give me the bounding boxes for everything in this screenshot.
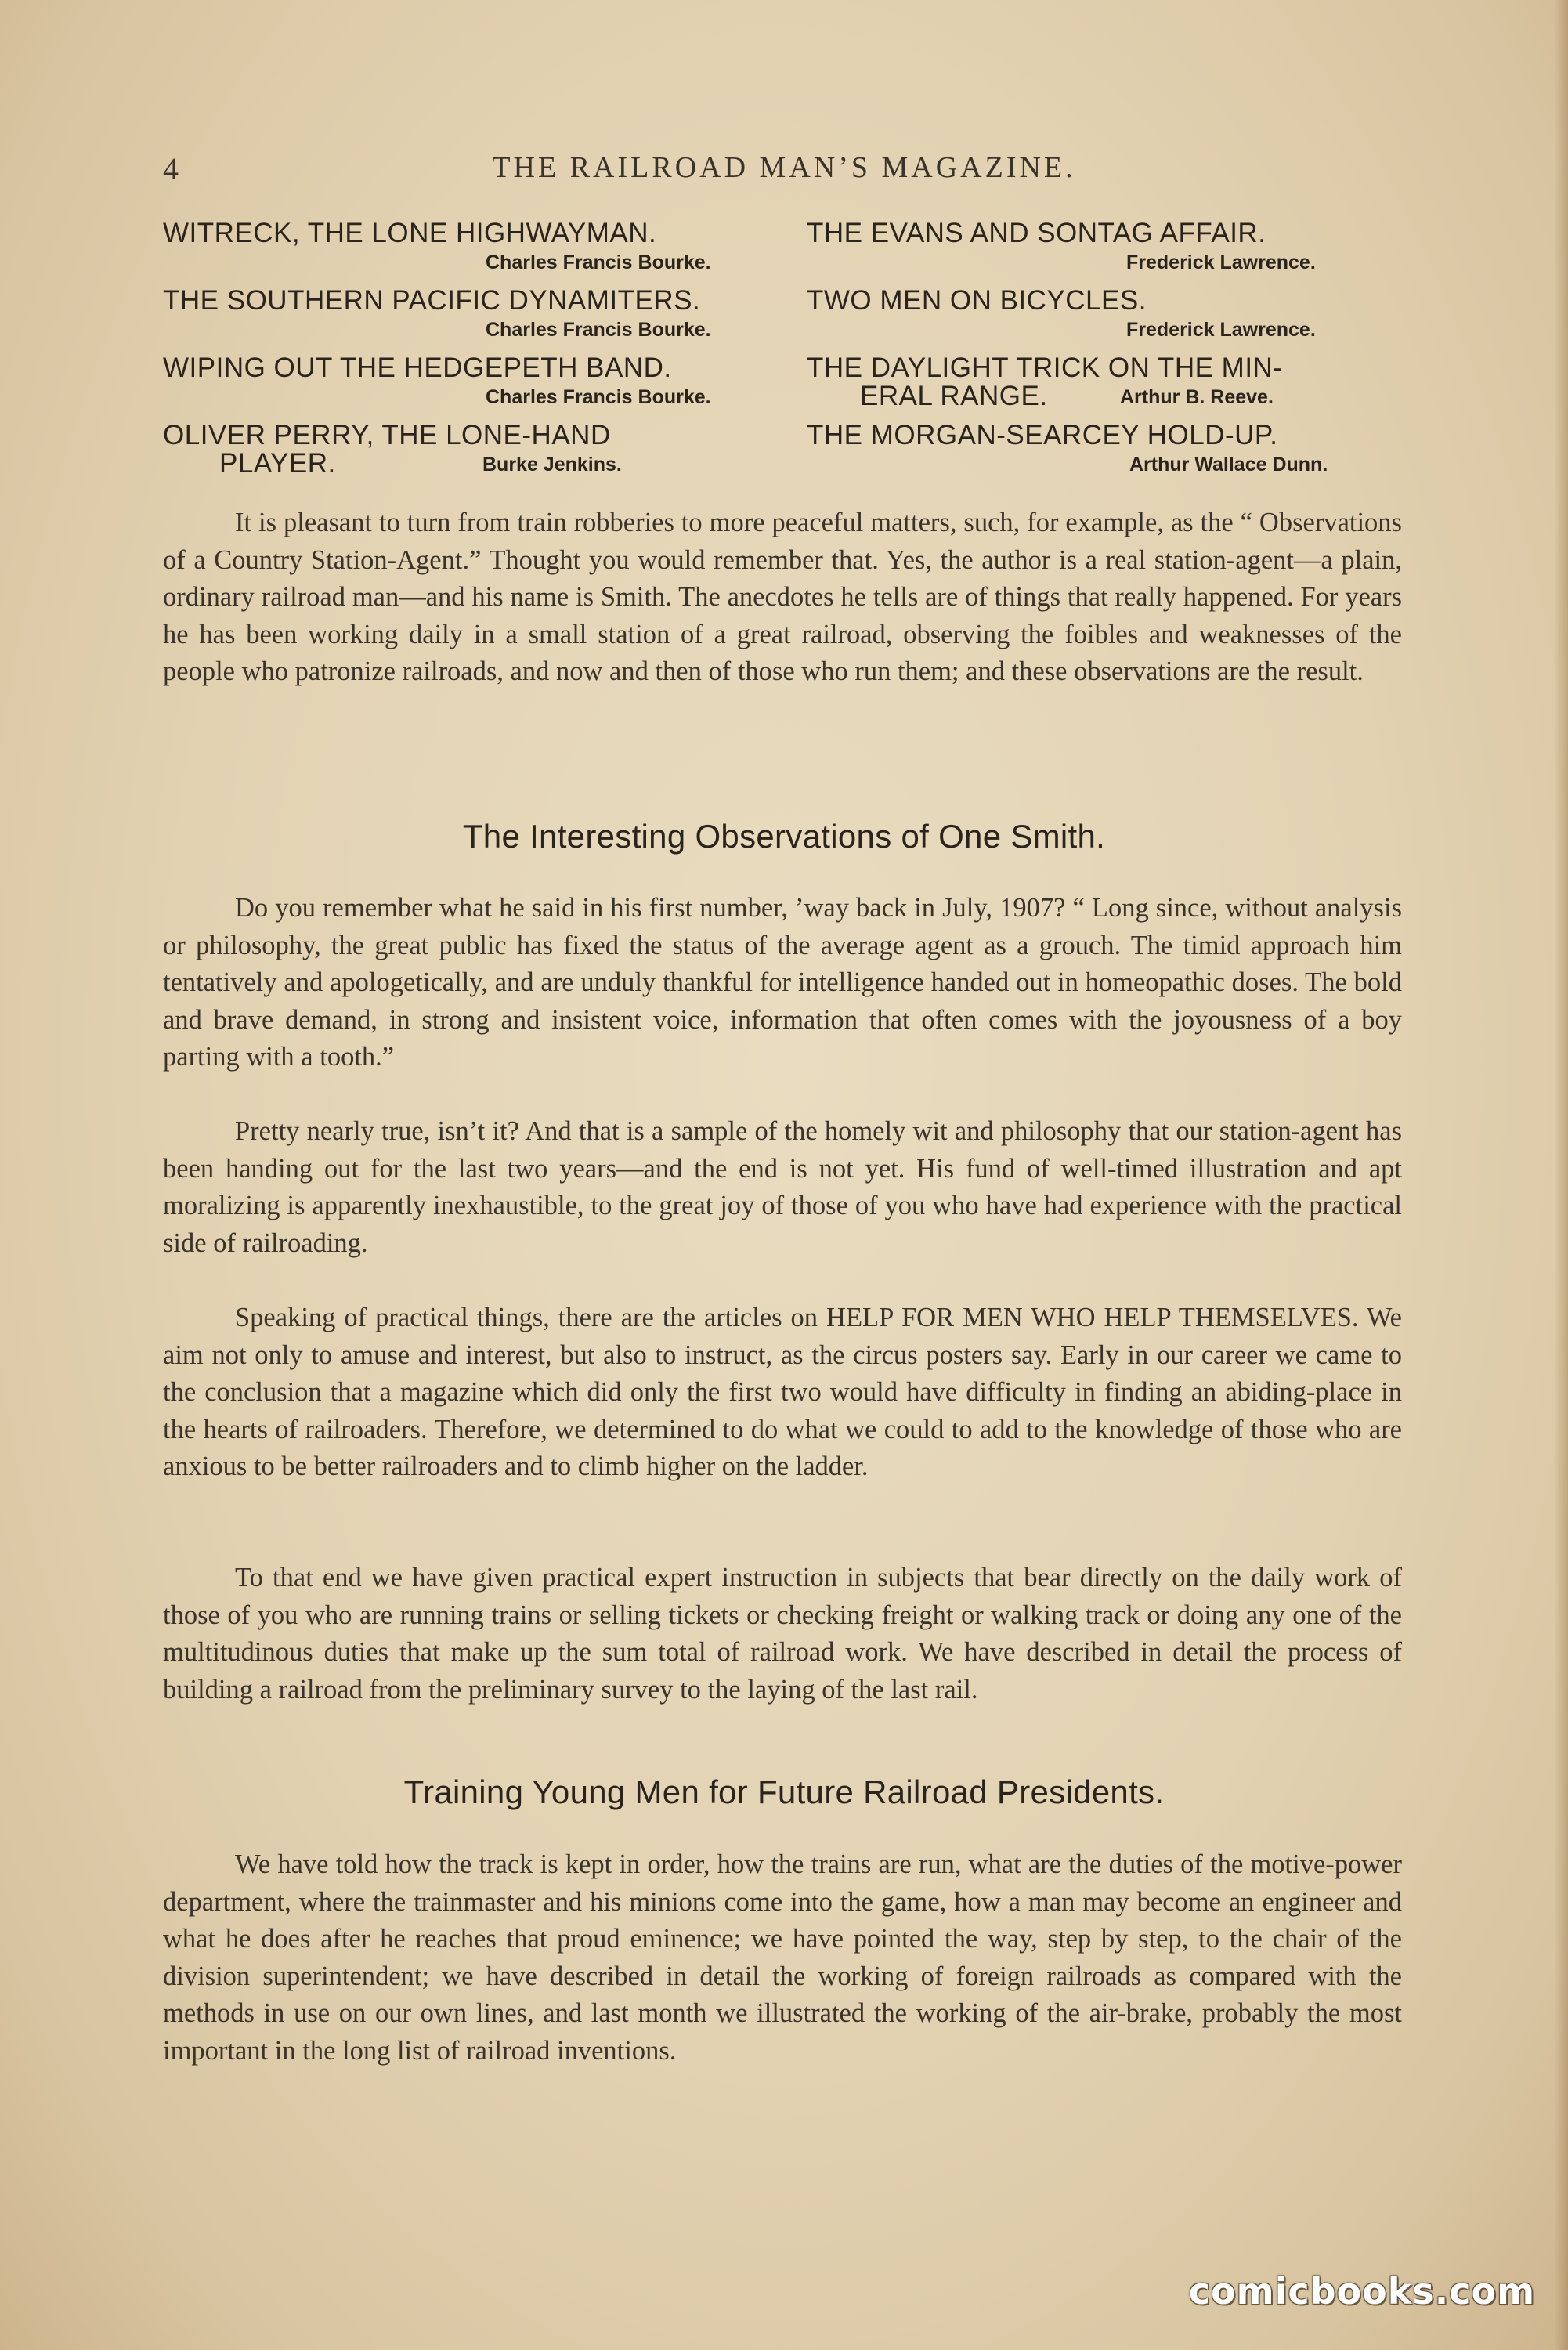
story-author: Charles Francis Bourke. [486, 319, 711, 341]
page-edge-shadow [1554, 0, 1568, 2350]
body-paragraph [163, 1846, 1402, 2070]
paragraph-text: Do you remember what he said in his first number, ’way back in July, 1907? “ Long since, without analysis or philosophy, the great public has fixed the status of the average agent as a grouch. The timid approach him tentatively and apologetically, and are unduly thankful for intelligence handed out in homeopathic doses. The bold and brave demand, in strong and insistent voice, information that often comes with the joyousness of a boy parting with a tooth.” [163, 893, 1402, 1072]
section-heading: Training Young Men for Future Railroad Presidents. [403, 1773, 1165, 1810]
paragraph-text: It is pleasant to turn from train robberies to more peaceful matters, such, for example, as the “ Observations of a Country Station-Agent.” Thought you would remember that. Yes, the author is a real station-agent—a plain, ordinary railroad man—and his name is Smith. The anecdotes he tells are of things that really happened. For years he has been working daily in a small station of a great railroad, observing the foibles and weaknesses of the people who patronize railroads, and now and then of those who run them; and these observations are the result. [163, 508, 1402, 686]
running-head [0, 150, 1568, 197]
story-author: Frederick Lawrence. [1126, 319, 1316, 341]
story-author: Arthur B. Reeve. [1120, 386, 1274, 408]
story-author: Arthur Wallace Dunn. [1129, 454, 1328, 475]
paragraph-text: Speaking of practical things, there are the articles on HELP FOR MEN WHO HELP THEMSELVES. We aim not only to amuse and interest, but also to instruct, as the circus posters say. Early in our career we came to the conclusion that a magazine which did only the first two would have difficulty in finding an abiding-place in the hearts of railroaders. Therefore, we determined to do what we could to add to the knowledge of those who are anxious to be better railroaders and to climb higher on the ladder. [163, 1303, 1402, 1481]
story-title: TWO MEN ON BICYCLES. [807, 285, 1147, 316]
story-title-continued: PLAYER. [219, 448, 336, 479]
section-heading: The Interesting Observations of One Smith. [462, 818, 1106, 855]
paragraph-text: To that end we have given practical expert instruction in subjects that bear directly on the daily work of those of you who are running trains or selling tickets or checking freight or walking track or doing any one of the multitudinous duties that make up the sum total of railroad work. We have described in detail the process of building a railroad from the preliminary survey to the laying of the last rail. [163, 1563, 1402, 1705]
story-author: Burke Jenkins. [482, 454, 622, 475]
story-title-continued: ERAL RANGE. [860, 381, 1048, 411]
story-title: THE EVANS AND SONTAG AFFAIR. [807, 218, 1266, 248]
story-title: THE MORGAN-SEARCEY HOLD-UP. [807, 420, 1278, 450]
story-entry [163, 352, 711, 408]
body-paragraph [163, 890, 1402, 1076]
story-entry [163, 420, 622, 479]
page-number: 4 [163, 151, 179, 186]
story-title: WITRECK, THE LONE HIGHWAYMAN. [163, 218, 657, 248]
body-paragraph [163, 1300, 1402, 1486]
story-author: Frederick Lawrence. [1126, 251, 1316, 273]
story-list [163, 218, 1385, 488]
story-title: WIPING OUT THE HEDGEPETH BAND. [163, 352, 672, 383]
story-entry [807, 285, 1316, 341]
story-title: OLIVER PERRY, THE LONE-HAND [163, 420, 611, 450]
story-entry [163, 285, 711, 341]
paragraph-text: We have told how the track is kept in order, how the trains are run, what are the duties of the motive-power department, where the trainmaster and his minions come into the game, how a man may become an engineer and what he does after he reaches that proud eminence; we have pointed the way, step by step, to the chair of the division superintendent; we have described in detail the working of foreign railroads as compared with the methods in use on our own lines, and last month we illustrated the working of the air-brake, probably the most important in the long list of railroad inventions. [163, 1849, 1402, 2066]
site-watermark: comicbooks.com [1188, 2270, 1535, 2312]
paragraph-text: Pretty nearly true, isn’t it? And that is a sample of the homely wit and philosophy that our station-agent has been handing out for the last two years—and the end is not yet. His fund of well-timed illustration and apt moralizing is apparently inexhaustible, to the great joy of those of you who have had experience with the practical side of railroading. [163, 1116, 1402, 1258]
story-author: Charles Francis Bourke. [486, 251, 711, 273]
body-paragraph [163, 1113, 1402, 1262]
magazine-title: THE RAILROAD MAN’S MAGAZINE. [492, 151, 1076, 184]
intro-paragraph [163, 504, 1402, 691]
story-author: Charles Francis Bourke. [486, 386, 711, 408]
story-entry [807, 352, 1283, 411]
story-entry [163, 218, 711, 273]
body-paragraph [163, 1560, 1402, 1708]
story-entry [807, 420, 1328, 475]
story-title: THE DAYLIGHT TRICK ON THE MIN- [807, 352, 1283, 383]
story-title: THE SOUTHERN PACIFIC DYNAMITERS. [163, 285, 701, 316]
story-entry [807, 218, 1316, 273]
